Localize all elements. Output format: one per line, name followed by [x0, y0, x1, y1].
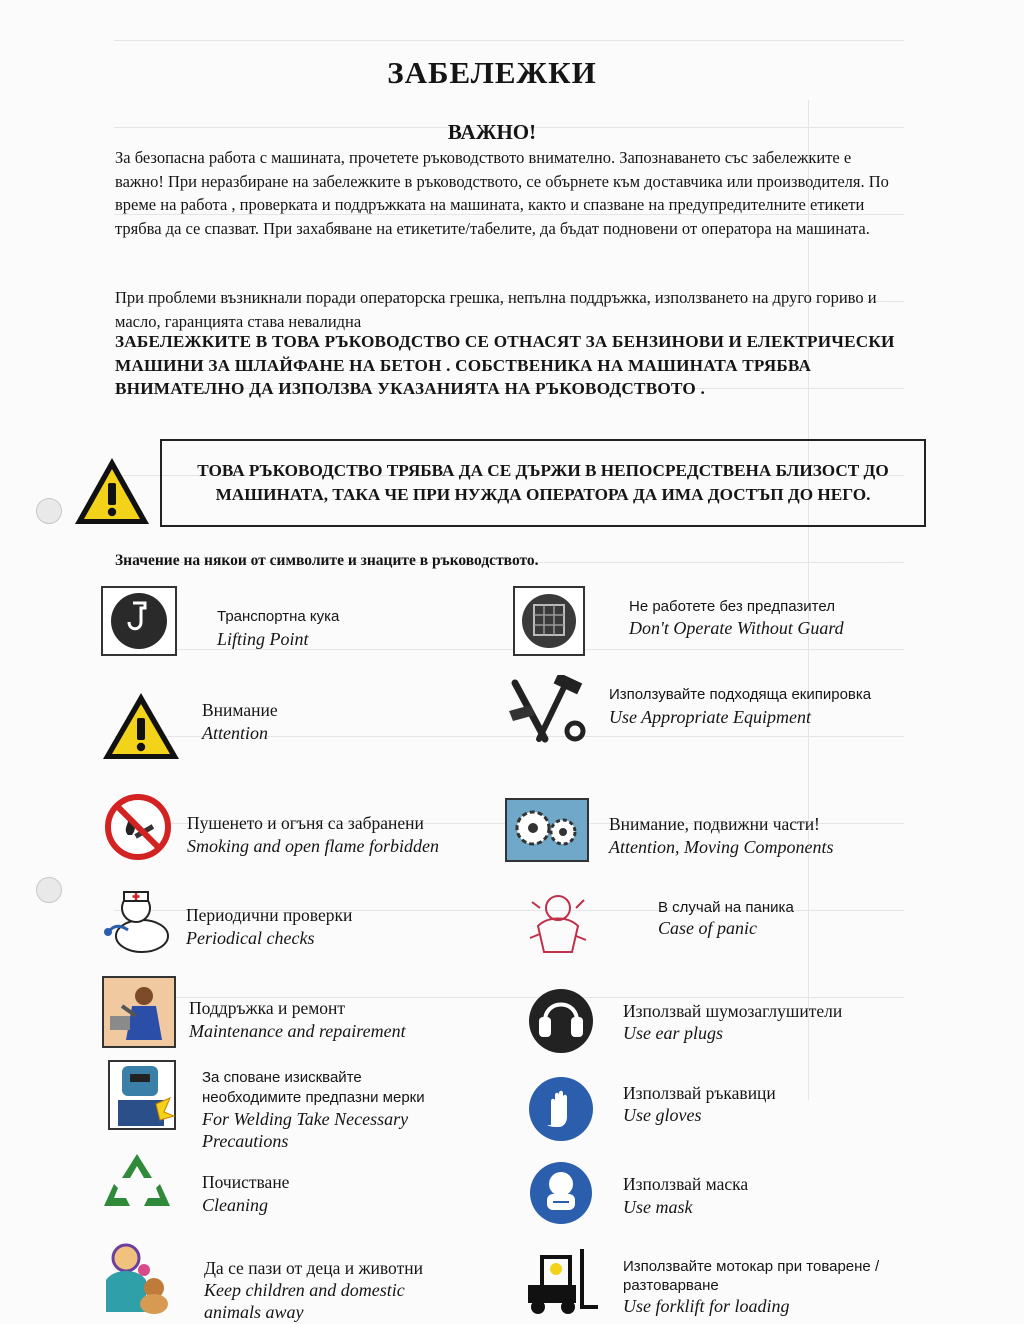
symbols-section-title: Значение на някои от символите и знаците в ръководството. — [115, 552, 539, 569]
symbol-mask: Използвай маска Use mask — [527, 1160, 927, 1235]
important-heading: ВАЖНО! — [447, 120, 537, 144]
punch-hole — [36, 877, 62, 903]
doctor-check-icon — [100, 886, 176, 958]
symbol-maintenance: Поддръжка и ремонт Maintenance and repairement — [102, 976, 502, 1051]
symbol-cleaning: Почистване Cleaning — [100, 1150, 500, 1225]
symbol-welding: За споване изисквайте необходимите предпазни мерки For Welding Take Necessary Precautions — [108, 1060, 508, 1152]
ear-protection-icon — [527, 987, 595, 1055]
symbol-lifting-point: Транспортна кука Lifting Point — [100, 585, 500, 660]
symbol-children-pets: Да се пази от деца и животни Keep children and domestic animals away — [96, 1240, 496, 1320]
forklift-icon — [518, 1245, 602, 1317]
symbol-guard: Не работете без предпазител Don't Operate Without Guard — [512, 585, 912, 660]
symbol-panic: В случай на паника Case of panic — [518, 886, 918, 961]
warranty-paragraph: При проблеми възникнали поради операторска грешка, непълна поддръжка, използването на друго гориво и масло, гаранцията става невалидна — [115, 288, 877, 331]
symbol-moving-parts: Внимание, подвижни части! Attention, Moving Components — [505, 798, 925, 873]
warning-triangle-icon — [100, 690, 182, 762]
scope-paragraph: ЗАБЕЛЕЖКИТЕ В ТОВА РЪКОВОДСТВО СЕ ОТНАСЯТ ЗА БЕНЗИНОВИ И ЕЛЕКТРИЧЕСКИ МАШИНИ ЗА ШЛАЙФАНЕ НА БЕТОН . СОБСТВЕНИКА НА МАШИНАТА ТРЯБВА ВНИМАТЕЛНО ДА ИЗПОЛЗВА УКАЗАНИЯТА НА РЪКОВОДСТВОТО . — [115, 332, 895, 398]
symbol-periodical-checks: Периодични проверки Periodical checks — [100, 886, 500, 961]
gears-icon — [505, 798, 589, 862]
maintenance-icon — [102, 976, 176, 1048]
notice-text: ТОВА РЪКОВОДСТВО ТРЯБВА ДА СЕ ДЪРЖИ В НЕПОСРЕДСТВЕНА БЛИЗОСТ ДО МАШИНАТА, ТАКА ЧЕ ПРИ НУЖДА ОПЕРАТОРА ДА ИМА ДОСТЪП ДО НЕГО. — [197, 461, 889, 504]
welder-icon — [108, 1060, 176, 1130]
page-title: ЗАБЕЛЕЖКИ — [387, 55, 597, 90]
lifting-hook-icon — [100, 585, 178, 657]
symbol-forklift: Използвайте мотокар при товарене / разтоварване Use forklift for loading — [518, 1245, 938, 1324]
guard-icon — [512, 585, 586, 657]
children-pets-icon — [96, 1240, 176, 1318]
symbol-attention: Внимание Attention — [100, 690, 500, 765]
intro-paragraph: За безопасна работа с машината, прочетете ръководството внимателно. Запознаването със забележките е важно! При неразбиране на забележките в ръководството, се обърнете към доставчика или производителя. По време на работа , проверката и поддръжката на машината, както и спазване на предупредителните етикети трябва да се спазват. При захабяване на етикетите/табелите, да бъдат подновени от оператора на машината. — [115, 148, 889, 238]
symbol-no-smoking: Пушенето и огъня са забранени Smoking and open flame forbidden — [104, 793, 504, 868]
symbol-equipment: Използувайте подходяща екипировка Use Appropriate Equipment — [505, 675, 925, 750]
symbol-gloves: Използвай ръкавици Use gloves — [527, 1075, 927, 1150]
gloves-icon — [527, 1075, 595, 1143]
mask-icon — [527, 1160, 595, 1226]
no-smoking-icon — [104, 793, 172, 861]
panic-icon — [518, 886, 602, 958]
warning-triangle-icon — [72, 455, 152, 527]
punch-hole — [36, 498, 62, 524]
symbol-ear-plugs: Използвай шумозаглушители Use ear plugs — [527, 987, 927, 1062]
notice-box — [160, 439, 926, 527]
tools-icon — [505, 675, 589, 747]
recycle-icon — [100, 1150, 174, 1214]
